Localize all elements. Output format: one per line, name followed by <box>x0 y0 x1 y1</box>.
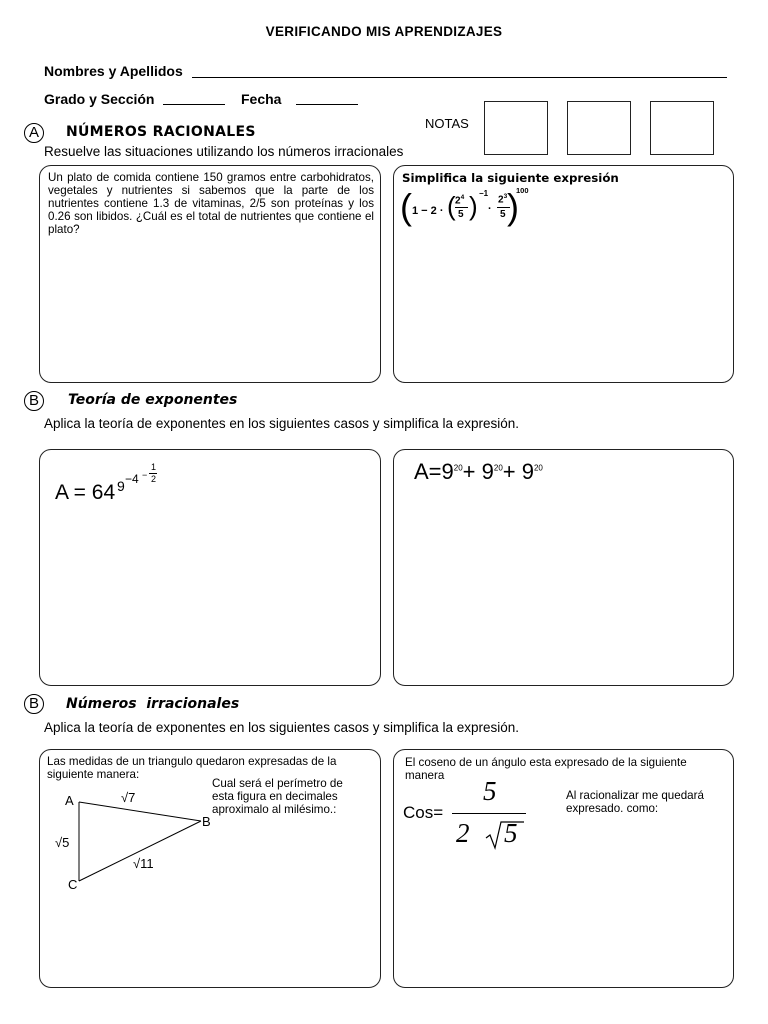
section-b1-instruction: Aplica la teoría de exponentes en los siguientes casos y simplifica la expresión. <box>44 416 520 431</box>
vertex-b: B <box>202 814 211 829</box>
expr-a-exp3-sign: − <box>142 470 148 480</box>
grade-box-1[interactable] <box>484 101 548 155</box>
vertex-a: A <box>65 793 74 808</box>
side-bc-label: √11 <box>133 856 154 871</box>
cosine-box[interactable] <box>393 749 734 988</box>
cosine-intro: El coseno de un ángulo esta expresado de la siguiente manera <box>405 756 687 782</box>
section-marker-b1: B <box>24 391 44 411</box>
sum-exp-3: 20 <box>533 463 543 473</box>
exponent-expression-a <box>55 462 255 516</box>
plate-problem-text: Un plato de comida contiene 150 gramos entre carbohidratos, vegetales y nutrientes si sabemos que la parte de los nutrientes contiene 1.3 de vitaminas, 2/5 son proteínas y los 0.26 son libidos. ¿Cuál es el total de nutrientes que contiene el plato? <box>48 171 374 236</box>
sum-exp-2: 20 <box>493 463 503 473</box>
section-b2-instruction: Aplica la teoría de exponentes en los siguientes casos y simplifica la expresión. <box>44 720 520 735</box>
cosine-fraction-bar <box>452 813 526 814</box>
frac1-num-exp: 4 <box>460 194 465 201</box>
frac2-denominator: 5 <box>500 209 506 220</box>
cosine-label: Cos= <box>403 803 444 822</box>
simplify-title: Simplifica la siguiente expresión <box>402 171 619 185</box>
paren-open-frac1: ( <box>447 191 456 221</box>
grade-box-3[interactable] <box>650 101 714 155</box>
frac1-bar <box>455 207 468 208</box>
frac1-denominator: 5 <box>458 209 464 220</box>
frac2-num-base: 2 <box>498 194 504 206</box>
outer-exponent: 100 <box>516 186 529 195</box>
section-a-title: NÚMEROS RACIONALES <box>66 124 256 140</box>
name-label: Nombres y Apellidos <box>44 63 183 79</box>
section-marker-b2: B <box>24 694 44 714</box>
name-line[interactable] <box>192 77 727 78</box>
grade-label: Grado y Sección <box>44 91 155 107</box>
cosine-numerator: 5 <box>483 776 497 806</box>
page-title: VERIFICANDO MIS APRENDIZAJES <box>265 24 503 39</box>
paren-open-outer: ( <box>400 186 412 227</box>
frac1-num-base: 2 <box>455 195 461 207</box>
expr-lead: 1 − 2 · <box>412 205 444 217</box>
frac2-num-exp: 3 <box>503 193 508 200</box>
sum-term-1: A=9 <box>414 459 454 484</box>
date-line[interactable] <box>296 104 358 105</box>
notes-label: NOTAS <box>425 116 469 131</box>
expr-a-exp3-num: 1 <box>151 462 157 472</box>
expr-a-exp2: −4 <box>125 472 139 486</box>
side-ab-label: √7 <box>121 790 136 805</box>
expr-a-prefix: A = 64 <box>55 481 116 504</box>
section-b1-title: Teoría de exponentes <box>68 392 238 408</box>
expr-dot: · <box>488 203 492 215</box>
grade-line[interactable] <box>163 104 225 105</box>
triangle-intro: Las medidas de un triangulo quedaron expresadas de la siguiente manera: <box>47 755 337 781</box>
cosine-question: Al racionalizar me quedará expresado. como: <box>566 789 704 815</box>
cosine-denominator-root: 5 <box>504 818 518 848</box>
grade-box-2[interactable] <box>567 101 631 155</box>
triangle-question: Cual será el perímetro de esta figura en decimales aproximalo al milésimo.: <box>212 777 343 816</box>
expr-a-exp3-den: 2 <box>151 474 157 484</box>
cosine-denominator-coef: 2 <box>456 818 470 848</box>
date-label: Fecha <box>241 91 282 107</box>
frac2-numerator <box>498 193 507 205</box>
side-bc-line <box>79 821 201 881</box>
side-ac-label: √5 <box>55 835 70 850</box>
section-b2-title: Números irracionales <box>66 696 240 712</box>
frac1-numerator <box>455 194 464 206</box>
frac1-exponent: −1 <box>479 189 489 198</box>
simplify-expression <box>400 186 600 234</box>
paren-close-frac1: ) <box>469 191 478 221</box>
paren-close-outer: ) <box>507 186 519 227</box>
section-a-instruction: Resuelve las situaciones utilizando los números irracionales <box>44 144 404 159</box>
expr-a-exp1: 9 <box>117 478 125 494</box>
vertex-c: C <box>68 877 78 892</box>
sum-term-2: + 9 <box>462 459 494 484</box>
exponent-expression-sum <box>414 459 543 485</box>
sum-exp-1: 20 <box>453 463 463 473</box>
sum-term-3: + 9 <box>502 459 534 484</box>
side-ab-line <box>79 802 201 821</box>
section-marker-a: A <box>24 123 44 143</box>
